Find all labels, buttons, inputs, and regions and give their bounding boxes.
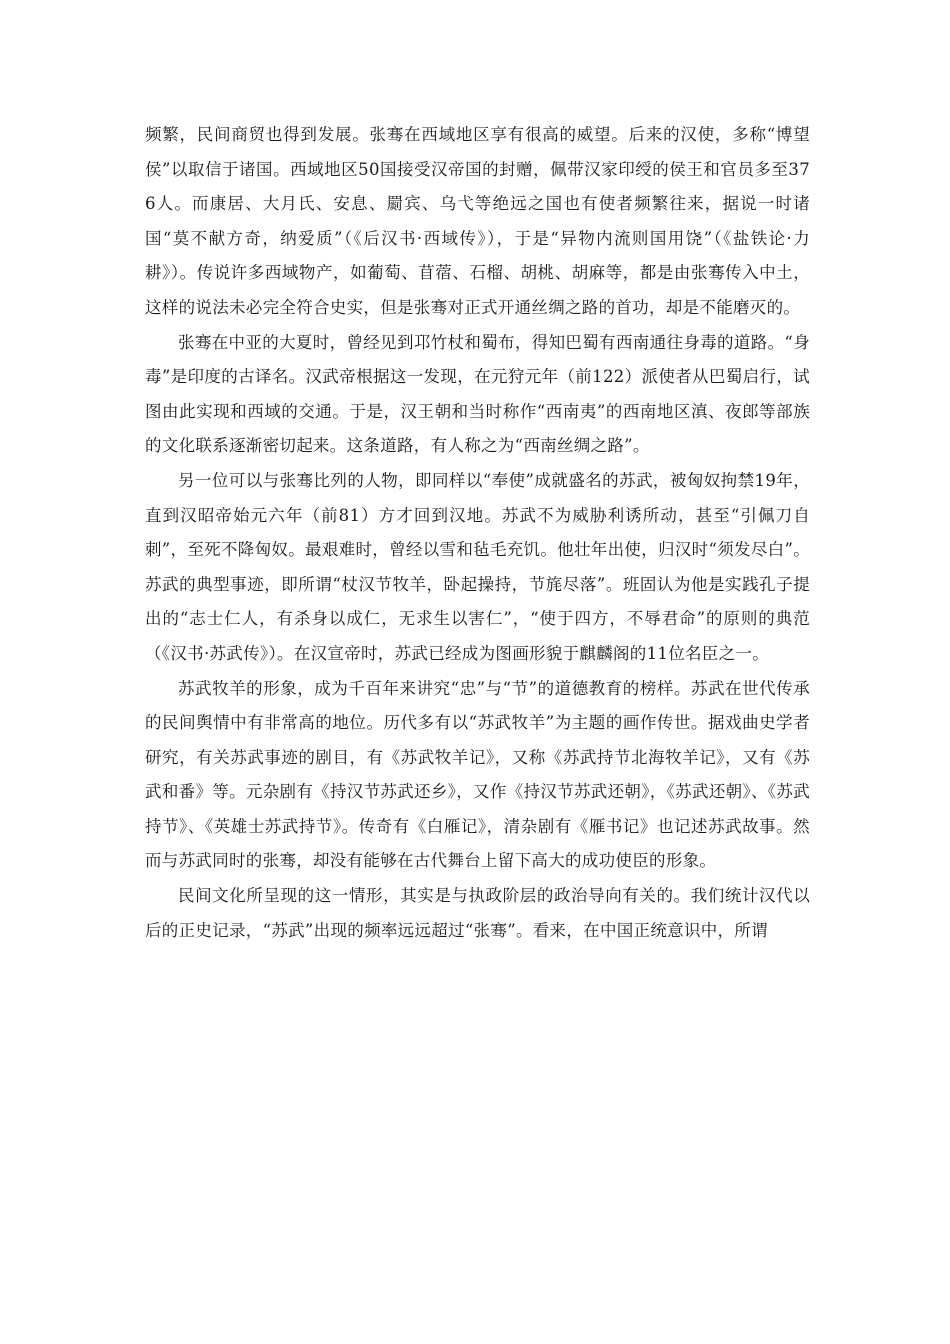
paragraph-1: 频繁，民间商贸也得到发展。张骞在西域地区享有很高的威望。后来的汉使，多称“博望侯”以取信于诸国。西域地区50国接受汉帝国的封赠，佩带汉家印绶的侯王和官员多至376人。而康居、大月氏、安息、罽宾、乌弋等绝远之国也有使者频繁往来，据说一时诸国“莫不献方奇，纳爱质”（《后汉书·西域传》），于是“异物内流则国用饶”（《盐铁论·力耕》）。传说许多西域物产，如葡萄、苜蓿、石榴、胡桃、胡麻等，都是由张骞传入中土，这样的说法未必完全符合史实，但是张骞对正式开通丝绸之路的首功，却是不能磨灭的。 bbox=[145, 125, 810, 317]
paragraph-3: 另一位可以与张骞比列的人物，即同样以“奉使”成就盛名的苏武，被匈奴拘禁19年，直到汉昭帝始元六年（前81）方才回到汉地。苏武不为威胁利诱所动，甚至“引佩刀自刺”，至死不降匈奴。最艰难时，曾经以雪和毡毛充饥。他壮年出使，归汉时“须发尽白”。苏武的典型事迹，即所谓“杖汉节牧羊，卧起操持，节旄尽落”。班固认为他是实践孔子提出的“志士仁人，有杀身以成仁，无求生以害仁”，“使于四方，不辱君命”的原则的典范（《汉书·苏武传》）。在汉宣帝时，苏武已经成为图画形貌于麒麟阁的11位名臣之一。 bbox=[145, 470, 810, 663]
paragraph-5: 民间文化所呈现的这一情形，其实是与执政阶层的政治导向有关的。我们统计汉代以后的正史记录，“苏武”出现的频率远远超过“张骞”。看来，在中国正统意识中，所谓 bbox=[145, 886, 810, 940]
document-body bbox=[145, 118, 810, 948]
paragraph-4: 苏武牧羊的形象，成为千百年来讲究“忠”与“节”的道德教育的榜样。苏武在世代传承的民间舆情中有非常高的地位。历代多有以“苏武牧羊”为主题的画作传世。据戏曲史学者研究，有关苏武事迹的剧目，有《苏武牧羊记》，又称《苏武持节北海牧羊记》，又有《苏武和番》等。元杂剧有《持汉节苏武还乡》，又作《持汉节苏武还朝》，《苏武还朝》、《苏武持节》、《英雄士苏武持节》。传奇有《白雁记》，清杂剧有《雁书记》也记述苏武故事。然而与苏武同时的张骞，却没有能够在古代舞台上留下高大的成功使臣的形象。 bbox=[145, 678, 810, 871]
paragraph-2: 张骞在中亚的大夏时，曾经见到邛竹杖和蜀布，得知巴蜀有西南通往身毒的道路。“身毒”是印度的古译名。汉武帝根据这一发现，在元狩元年（前122）派使者从巴蜀启行，试图由此实现和西域的交通。于是，汉王朝和当时称作“西南夷”的西南地区滇、夜郎等部族的文化联系逐渐密切起来。这条道路，有人称之为“西南丝绸之路”。 bbox=[145, 332, 810, 456]
